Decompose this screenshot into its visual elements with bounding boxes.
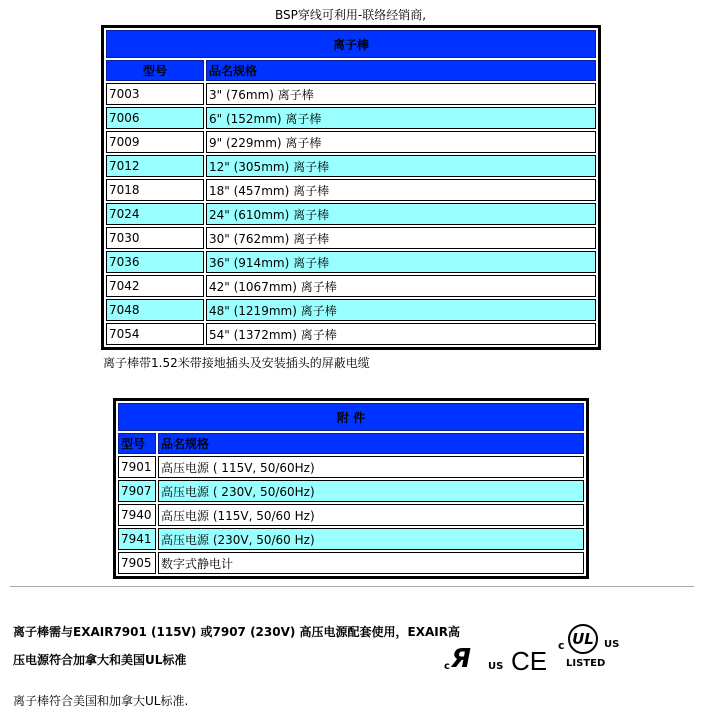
model-cell: 7042 [106,275,204,297]
model-cell: 7905 [118,552,156,574]
model-cell: 7009 [106,131,204,153]
header-model: 型号 [118,433,156,454]
ur-c-label: c [444,661,450,672]
ion-rod-table [101,25,601,350]
ion-rod-row [106,251,596,273]
spec-cell: 42" (1067mm) 离子棒 [206,275,596,297]
model-cell: 7054 [106,323,204,345]
ion-rod-row [106,275,596,297]
spec-cell: 高压电源 (115V, 50/60 Hz) [158,504,584,526]
accessory-row [118,528,584,550]
ion-rod-table-title: 离子棒 [106,30,596,58]
model-cell: 7036 [106,251,204,273]
ion-rod-row [106,179,596,201]
spec-cell: 24" (610mm) 离子棒 [206,203,596,225]
ion-rod-row [106,107,596,129]
ul-c-label: c [558,639,565,652]
model-cell: 7907 [118,480,156,502]
ion-rod-row [106,323,596,345]
spec-cell: 30" (762mm) 离子棒 [206,227,596,249]
ce-mark-icon: CE [511,646,548,676]
power-supply-note-line2: 压电源符合加拿大和美国UL标准 [13,653,187,667]
ion-rod-row [106,155,596,177]
spec-cell: 高压电源 ( 115V, 50/60Hz) [158,456,584,478]
ul-listed-icon [558,622,624,674]
header-model: 型号 [106,60,204,81]
model-cell: 7018 [106,179,204,201]
power-supply-note-line1: 离子棒需与EXAIR7901 (115V) 或7907 (230V) 高压电源配套使用，EXAIR高 [13,625,461,639]
spec-cell: 高压电源 (230V, 50/60 Hz) [158,528,584,550]
spec-cell: 3" (76mm) 离子棒 [206,83,596,105]
ul-us-label: US [604,639,620,650]
header-spec: 品名规格 [206,60,596,81]
ur-mark-label: Я [451,644,472,674]
ur-recognized-icon [444,644,506,674]
header-spec: 品名规格 [158,433,584,454]
spec-cell: 12" (305mm) 离子棒 [206,155,596,177]
model-cell: 7901 [118,456,156,478]
model-cell: 7940 [118,504,156,526]
model-cell: 7048 [106,299,204,321]
ion-rod-row [106,83,596,105]
top-note: BSP穿线可利用-联络经销商, [274,8,427,22]
spec-cell: 36" (914mm) 离子棒 [206,251,596,273]
accessory-row [118,456,584,478]
ur-us-label: US [488,661,504,672]
model-cell: 7003 [106,83,204,105]
model-cell: 7012 [106,155,204,177]
spec-cell: 54" (1372mm) 离子棒 [206,323,596,345]
accessory-row [118,504,584,526]
spec-cell: 48" (1219mm) 离子棒 [206,299,596,321]
ion-rod-row [106,203,596,225]
model-cell: 7006 [106,107,204,129]
model-cell: 7030 [106,227,204,249]
ul-compliance-note: 离子棒符合美国和加拿大UL标准. [13,694,189,708]
model-cell: 7024 [106,203,204,225]
ion-rod-row [106,131,596,153]
ul-mark-label: UL [572,630,594,648]
spec-cell: 6" (152mm) 离子棒 [206,107,596,129]
ul-circle-icon [568,624,598,654]
model-cell: 7941 [118,528,156,550]
spec-cell: 数字式静电计 [158,552,584,574]
accessory-row [118,552,584,574]
ul-listed-label: LISTED [566,658,606,669]
ion-rod-row [106,299,596,321]
accessory-row [118,480,584,502]
ion-rod-row [106,227,596,249]
accessories-table-title: 附 件 [118,403,584,431]
accessories-table [113,398,589,579]
spec-cell: 18" (457mm) 离子棒 [206,179,596,201]
ion-rod-cable-note: 离子棒带1.52米带接地插头及安装插头的屏蔽电缆 [103,356,370,370]
section-divider [10,586,694,587]
spec-cell: 9" (229mm) 离子棒 [206,131,596,153]
spec-cell: 高压电源 ( 230V, 50/60Hz) [158,480,584,502]
